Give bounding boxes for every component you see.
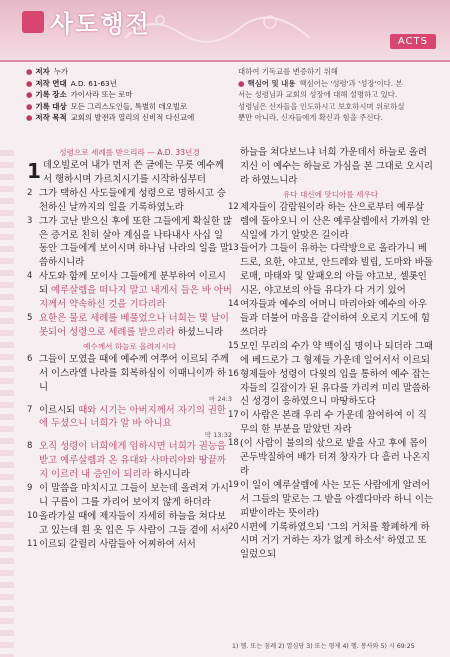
verse <box>27 187 232 215</box>
info-row <box>26 89 226 101</box>
verse-number: 4 <box>27 271 33 282</box>
verse-text <box>240 242 433 298</box>
verse <box>228 368 433 410</box>
verse-text <box>240 521 433 563</box>
verse <box>228 437 433 479</box>
verse-number: 11 <box>27 538 38 549</box>
verse-number: 3 <box>27 215 33 226</box>
info-key: 핵심어 및 내용 <box>247 78 296 88</box>
verse-text-plain: 제자들이 감람원이라 하는 산으로부터 예루살렘에 돌아오니 이 산은 예루살렘에서 가까워 안식일에 가기 알맞은 길이라 <box>240 201 430 241</box>
verse-text <box>43 159 232 187</box>
verse-text-plain: 그들이 모였을 때에 예수께 여쭈어 이르되 주께서 이스라엘 나라를 회복하심이 이때니이까 하니 <box>39 353 229 393</box>
verse-text <box>240 479 433 521</box>
verse <box>27 270 232 312</box>
verse-text-plain: 형제들아 성령이 다윗의 입을 통하여 예수 잡는 자들의 길잡이가 된 유다를 가리켜 미리 말씀하신 성경이 응하였으니 마땅하도다 <box>240 368 430 408</box>
verse-text-red: 오직 성령이 너희에게 임하시면 너희가 권능을 받고 예루살렘과 온 유대와 사마리아와 땅끝까지 이르러 내 증인이 되리라 <box>39 441 226 481</box>
verse-text-plain: 이 일이 예루살렘에 사는 모든 사람에게 알려어서 그들의 말로는 그 밭을 아겔다마라 하니 이는 피밭이라는 뜻이라) <box>240 479 433 519</box>
info-key: 저자 <box>35 67 50 76</box>
verse-number: 16 <box>228 368 239 379</box>
verse-number: 6 <box>27 353 33 364</box>
info-value: 가이사라 또는 로마 <box>70 90 133 99</box>
bullet-icon: ● <box>26 113 33 122</box>
header-banner <box>0 0 450 62</box>
info-right <box>238 66 438 124</box>
verse <box>228 146 433 188</box>
verse-number: 20 <box>228 521 239 532</box>
verse-number: 18 <box>228 438 239 449</box>
section-heading: 성령으로 세례를 받으리라 — A.D. 33년경 <box>59 148 200 157</box>
verse-number: 12 <box>228 201 239 212</box>
verse-text-plain: 이 사람은 본래 우리 수 가운데 참여하여 이 직무의 한 부분을 맡았던 자라 <box>240 410 427 436</box>
verse-text <box>240 409 433 437</box>
info-value: 서는 성령님과 교회의 성장에 대해 설명하고 있다. <box>238 90 398 99</box>
info-row <box>26 112 226 124</box>
info-row <box>238 101 438 113</box>
verse-text <box>39 353 232 395</box>
bullet-icon: ● <box>26 101 33 111</box>
verse <box>228 298 433 340</box>
verse <box>27 312 232 340</box>
verse <box>27 538 232 552</box>
bullet-icon: ● <box>26 78 33 88</box>
verse-text-plain: 시편에 기록하였으되 '그의 거처를 황폐하게 하시며 거기 거하는 자가 없게 하소서' 하였고 또 일렀으되 <box>240 521 430 561</box>
verse-text <box>240 340 433 368</box>
verse-number <box>228 146 240 188</box>
info-value: 누가 <box>53 67 69 76</box>
left-column <box>27 146 232 552</box>
lace-border <box>0 150 14 657</box>
verse-number: 10 <box>27 510 38 521</box>
verse <box>228 479 433 521</box>
book-title: 사도행전 <box>50 10 151 38</box>
verse <box>27 510 232 538</box>
verse-text-red: 때와 시기는 아버지께서 자기의 권한에 두셨으니 너희가 알 바 아니요 <box>39 404 226 430</box>
verse-text <box>39 312 232 340</box>
verse-number: 2 <box>27 187 33 198</box>
verse-text <box>240 298 433 340</box>
info-key: 기록 대상 <box>35 101 67 111</box>
verse-number: 19 <box>228 479 239 490</box>
verse-text-plain: 데오빌로여 내가 먼저 쓴 글에는 무릇 예수께서 행하시며 가르치시기를 시작하심부터 <box>43 160 224 185</box>
verse-text-plain: 들어가 그들이 유하는 다락방으로 올라가니 베드로, 요한, 야고보, 안드레와 빌립, 도마와 바돌로매, 마태와 및 알패오의 아들 야고보, 셀롯인 시몬, 야고보의 아들 유다가 다 거기 있어 <box>240 243 433 297</box>
verse <box>228 521 433 563</box>
verse-text <box>39 215 232 271</box>
verse-text-plain: 이 말씀을 마치시고 그들이 보는데 올려져 가시니 구름이 그를 가리어 보이지 않게 하더라 <box>39 483 229 508</box>
verse <box>27 353 232 395</box>
verse-text-plain: 하시니라 <box>150 469 190 481</box>
verse-text <box>240 368 433 410</box>
bullet-icon: ● <box>238 78 245 88</box>
info-value: 뿐만 아니라, 신자들에게 확신과 힘을 주신다. <box>238 113 383 122</box>
info-key: 저작 연대 <box>35 78 67 88</box>
verse-text-plain: 그가 택하신 사도들에게 성령으로 명하시고 승천하신 날까지의 일을 기록하였노라 <box>39 187 226 213</box>
verse-text-red: 예루살렘을 떠나지 말고 내게서 들은 바 아버지께서 약속하신 것을 기다리라 <box>39 285 232 311</box>
verse-number: 9 <box>27 483 33 494</box>
verse-text <box>39 440 232 482</box>
info-row <box>238 66 438 78</box>
info-left <box>26 66 226 124</box>
info-row <box>26 78 226 90</box>
verse-number: 1 <box>27 159 41 183</box>
section-heading: 유다 대신에 맛디아를 세우다 <box>282 189 379 199</box>
title-square-icon <box>22 11 44 33</box>
info-row <box>238 112 438 124</box>
info-key: 저작 목적 <box>35 113 67 122</box>
verse-number: 17 <box>228 410 239 421</box>
section-heading: 예수께서 하늘로 올려지시다 <box>83 341 176 351</box>
verse-text <box>39 404 232 432</box>
verse <box>27 215 232 271</box>
info-value: 모든 그리스도인들, 특별히 데오빌로 <box>70 101 188 111</box>
verse-text <box>39 270 232 312</box>
verse-text-plain: 이르되 갈릴리 사람들아 어찌하여 서서 <box>39 538 196 550</box>
verse-text <box>39 482 232 510</box>
info-value: 성령님은 신자들을 인도하시고 보호하시며 위로하실 <box>238 101 405 111</box>
verse-number: 15 <box>228 340 239 351</box>
verse <box>228 340 433 368</box>
verse-text-plain: 사도와 함께 모이사 그들에게 분부하여 이르시되 <box>39 271 226 297</box>
verse-text-plain: 모인 무리의 수가 약 백이십 명이나 되더라 그때에 베드로가 그 형제들 가운데 일어서서 이르되 <box>240 340 433 366</box>
verse <box>228 409 433 437</box>
verse <box>228 201 433 243</box>
verse-text <box>39 510 232 538</box>
info-value: A.D. 61-63년 <box>70 78 117 88</box>
cross-reference: 막 13:32 <box>204 431 232 440</box>
verse-number: 5 <box>27 312 33 323</box>
info-value: 교회의 발전과 열리의 신비적 다신교에 <box>70 113 195 122</box>
verse-number: 14 <box>228 299 239 310</box>
book-badge: ACTS <box>390 34 436 49</box>
verse-text <box>240 437 433 479</box>
verse-text-plain: 여자들과 예수의 어머니 마리아와 예수의 아우들과 더불어 마음을 같이하여 오로지 기도에 힘쓰더라 <box>240 299 430 338</box>
verse-number: 13 <box>228 243 239 254</box>
verse <box>27 482 232 510</box>
info-row <box>26 101 226 113</box>
verse-text-plain: 하셨느니라 <box>174 326 223 338</box>
verse-text <box>240 201 433 243</box>
verse <box>27 404 232 432</box>
verse-text <box>240 146 433 188</box>
verse <box>27 440 232 482</box>
verse-text <box>39 538 232 552</box>
verse-text-plain: 올라가실 때에 제자들이 자세히 하늘을 쳐다보고 있는데 흰 옷 입은 두 사람이 그들 곁에 서서 <box>39 510 229 536</box>
verse-number: 8 <box>27 441 33 452</box>
verse-text-plain: (이 사람이 불의의 삯으로 밭을 사고 후에 몸이 곤두박질하여 배가 터져 창자가 다 흘러 나온지라 <box>240 438 430 477</box>
verse-text-red: 요한은 물로 세례를 베풀었으나 너희는 몇 날이 못되어 성령으로 세례를 받으리라 <box>39 312 229 338</box>
bullet-icon: ● <box>26 67 33 76</box>
verse-text-plain: 그가 고난 받으신 후에 또한 그들에게 확실한 많은 증거로 친히 살아 계심을 나타내사 사십 일 동안 그들에게 보이시며 하나님 나라의 일을 말씀하시니라 <box>39 215 232 269</box>
info-key: 기록 장소 <box>35 90 67 99</box>
verse-text-plain: 하늘을 쳐다보느냐 너희 가운데서 하늘로 올려지신 이 예수는 하늘로 가심을 본 그대로 오시리라 하였느니라 <box>240 147 433 186</box>
verse <box>27 159 232 187</box>
info-row <box>238 89 438 101</box>
footnote: 1) 헬. 또는 침례 2) 열심당 3) 또는 형제 4) 헬. 봉사와 5) 시 69:25 <box>232 643 415 650</box>
bullet-icon: ● <box>26 90 33 99</box>
cross-reference: 마 24:3 <box>209 394 232 403</box>
book-info <box>0 62 450 150</box>
right-column <box>228 146 433 562</box>
verse-number: 7 <box>27 404 33 415</box>
verse-text <box>39 187 232 215</box>
verse-text-plain: 이르시되 <box>39 404 76 416</box>
info-value: 대하여 기독교를 변증하기 위해 <box>238 67 338 76</box>
verse <box>228 242 433 298</box>
info-row <box>238 78 438 90</box>
info-row <box>26 66 226 78</box>
info-value: 핵심어는 '성령'과 '성장'이다. 본 <box>299 78 403 88</box>
